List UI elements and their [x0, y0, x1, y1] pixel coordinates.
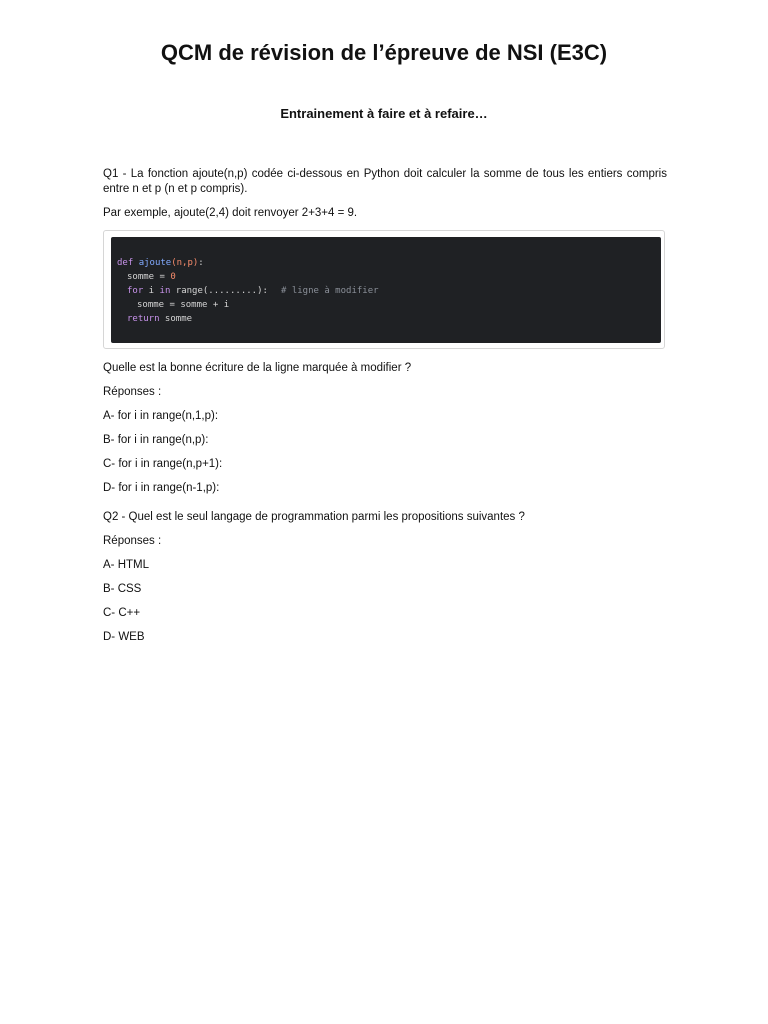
code-keyword: return	[127, 314, 160, 324]
code-keyword: def	[117, 258, 134, 268]
code-line-4	[137, 299, 229, 311]
q2-answer-b: B- CSS	[103, 583, 142, 595]
q2-answer-a: A- HTML	[103, 559, 149, 571]
code-comment-text: # ligne à modifier	[281, 286, 379, 296]
q1-example: Par exemple, ajoute(2,4) doit renvoyer 2+3+4 = 9.	[103, 207, 358, 219]
code-line-2	[127, 271, 176, 283]
code-keyword: for	[127, 286, 144, 296]
code-arguments: (n,p)	[171, 258, 199, 268]
code-block	[111, 237, 661, 343]
code-number: 0	[170, 272, 176, 282]
q1-answers-label: Réponses :	[103, 386, 162, 398]
code-block-frame	[103, 230, 665, 349]
code-line-1	[117, 257, 204, 269]
q1-answer-c: C- for i in range(n,p+1):	[103, 458, 223, 470]
q1-answer-a: A- for i in range(n,1,p):	[103, 410, 219, 422]
q2-question: Q2 - Quel est le seul langage de programmation parmi les propositions suivantes ?	[103, 511, 525, 523]
page-subtitle: Entrainement à faire et à refaire…	[280, 106, 488, 121]
code-function-name: ajoute	[138, 258, 172, 268]
code-text: i	[143, 286, 160, 296]
code-colon: :	[198, 258, 204, 268]
page-title: QCM de révision de l’épreuve de NSI (E3C)	[160, 40, 608, 65]
q2-answers-label: Réponses :	[103, 535, 162, 547]
q1-answer-b: B- for i in range(n,p):	[103, 434, 209, 446]
q1-answer-d: D- for i in range(n-1,p):	[103, 482, 220, 494]
code-comment	[281, 285, 379, 297]
q2-answer-d: D- WEB	[103, 631, 145, 643]
code-line-5	[127, 313, 192, 325]
q2-answer-c: C- C++	[103, 607, 141, 619]
q1-question: Quelle est la bonne écriture de la ligne marquée à modifier ?	[103, 362, 412, 374]
q1-intro: Q1 - La fonction ajoute(n,p) codée ci-dessous en Python doit calculer la somme de tous les entiers compris entre n et p (n et p compris).	[103, 168, 667, 195]
code-keyword: in	[159, 286, 171, 296]
code-line-3	[127, 285, 268, 297]
code-text: somme	[159, 314, 193, 324]
code-text: range(.........):	[170, 286, 268, 296]
code-text: somme = somme + i	[137, 300, 230, 310]
code-text: somme =	[127, 272, 171, 282]
